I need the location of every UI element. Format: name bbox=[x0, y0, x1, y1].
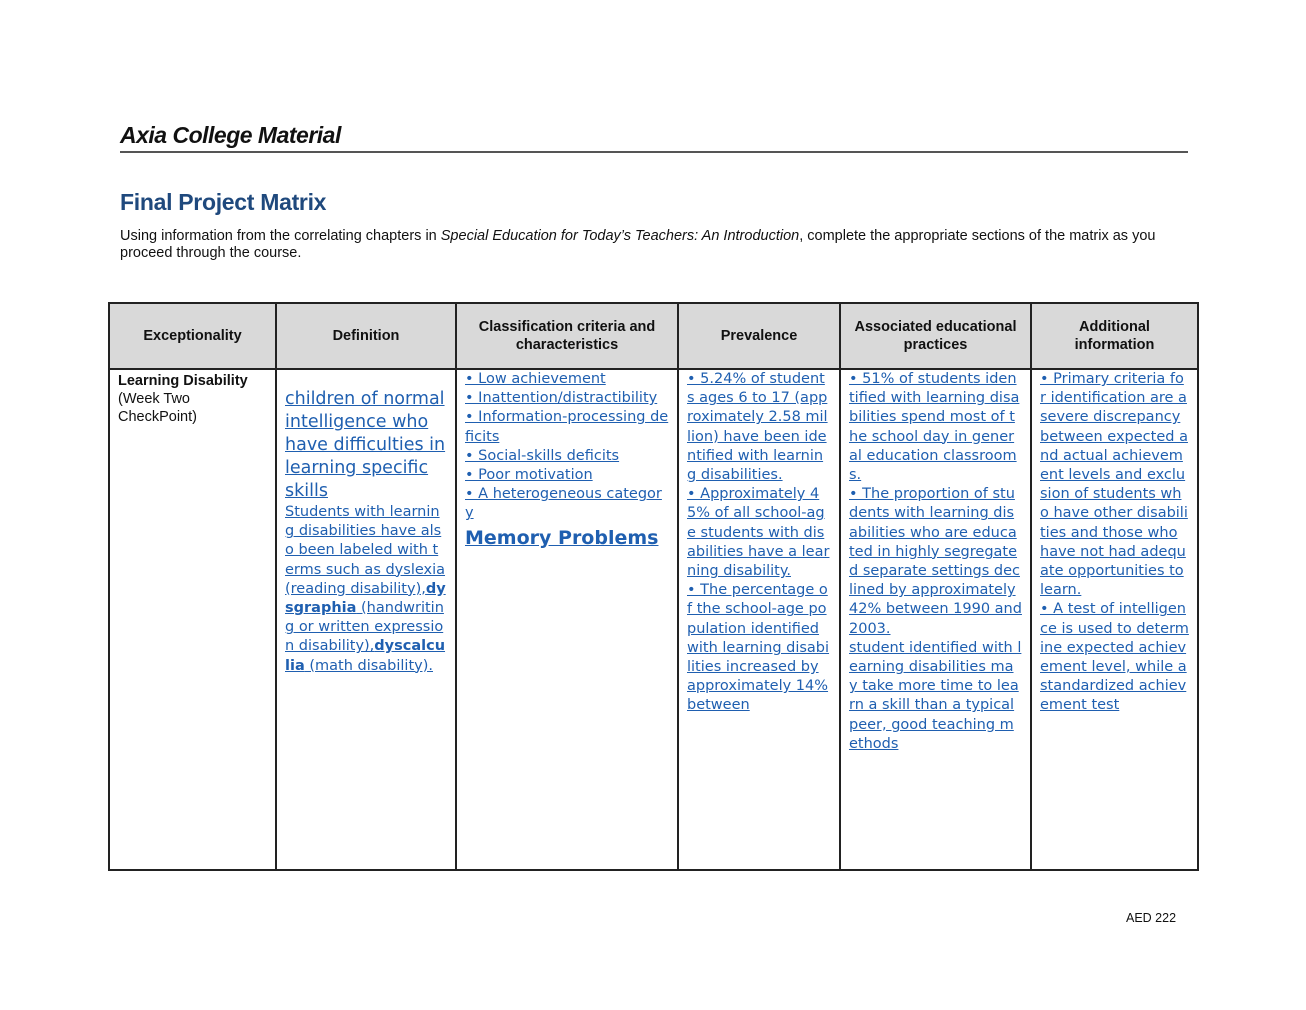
list-item[interactable]: • Poor motivation bbox=[465, 467, 593, 484]
instructions-after: , complete the appropriate sections of the matrix as you proceed through the course. bbox=[120, 228, 1156, 261]
list-item[interactable]: • Approximately 45% of all school-age students with disabilities have a learning disability. bbox=[687, 486, 830, 580]
header-row bbox=[109, 303, 1198, 369]
list-item[interactable]: • Primary criteria for identification are a severe discrepancy between expected and actual achievement levels and exclusion of students who have other disabilities and those who have not had adequate opportunities to learn. bbox=[1040, 371, 1188, 599]
header-prevalence: Prevalence bbox=[678, 303, 840, 369]
list-item[interactable]: • Low achievement bbox=[465, 371, 606, 387]
instructions bbox=[120, 228, 1180, 262]
header-classification: Classification criteria and characteristics bbox=[456, 303, 678, 369]
exceptionality-note: (Week Two CheckPoint) bbox=[118, 391, 197, 425]
definition-part-3: (math disability). bbox=[304, 657, 433, 674]
project-matrix-table bbox=[108, 302, 1199, 871]
table-row bbox=[109, 369, 1198, 870]
list-item[interactable]: • Social-skills deficits bbox=[465, 447, 620, 464]
header-exceptionality: Exceptionality bbox=[109, 303, 276, 369]
list-item[interactable]: • 51% of students identified with learning disabilities spend most of the school day in general education classrooms. bbox=[849, 371, 1020, 484]
exceptionality-name: Learning Disability bbox=[118, 373, 248, 389]
cell-exceptionality bbox=[109, 369, 276, 870]
list-item[interactable]: • Information-processing deficits bbox=[465, 409, 669, 445]
cell-definition bbox=[276, 369, 456, 870]
definition-part-2: (handwriting or written expression disability), bbox=[285, 600, 444, 655]
list-item[interactable]: • 5.24% of students ages 6 to 17 (approximately 2.58 million) have been identified with learning disabilities. bbox=[687, 371, 828, 484]
list-item[interactable]: • Inattention/distractibility bbox=[465, 390, 658, 407]
list-item[interactable]: • A test of intelligence is used to determine expected achievement level, while a standardized achievement test bbox=[1040, 601, 1189, 714]
cell-classification bbox=[456, 369, 678, 870]
page-header bbox=[120, 122, 1188, 153]
header-practices: Associated educational practices bbox=[840, 303, 1031, 369]
list-item[interactable]: • The percentage of the school-age population identified with learning disabilities increased by approximately 14% between bbox=[687, 582, 830, 714]
memory-problems-link[interactable]: Memory Problems bbox=[465, 526, 659, 549]
brand-title: Axia College Material bbox=[120, 122, 341, 148]
cell-additional bbox=[1031, 369, 1198, 870]
cell-prevalence bbox=[678, 369, 840, 870]
definition-detail-link[interactable] bbox=[285, 503, 447, 676]
cell-practices bbox=[840, 369, 1031, 870]
header-additional: Additional information bbox=[1031, 303, 1198, 369]
header-definition: Definition bbox=[276, 303, 456, 369]
instructions-before: Using information from the correlating chapters in bbox=[120, 228, 441, 244]
list-item[interactable]: student identified with learning disabilities may take more time to learn a skill than a typical peer, good teaching methods bbox=[849, 639, 1022, 752]
definition-part-1: Students with learning disabilities have also been labeled with terms such as dyslexia (reading disability), bbox=[285, 504, 446, 597]
document-title: Final Project Matrix bbox=[120, 189, 327, 215]
list-item[interactable]: • A heterogeneous category bbox=[465, 486, 662, 522]
course-code: AED 222 bbox=[1126, 911, 1177, 925]
definition-lead-link[interactable]: children of normal intelligence who have difficulties in learning specific skills bbox=[285, 389, 446, 501]
list-item[interactable]: • The proportion of students with learning disabilities who are educated in highly segregated separate settings declined by approximately 42% between 1990 and 2003. bbox=[849, 486, 1022, 637]
definition-term-dyscalculia: dyscalculia bbox=[285, 638, 446, 674]
book-title: Special Education for Today’s Teachers: An Introduction bbox=[440, 228, 800, 244]
definition-term-dysgraphia: dysgraphia bbox=[285, 580, 446, 617]
